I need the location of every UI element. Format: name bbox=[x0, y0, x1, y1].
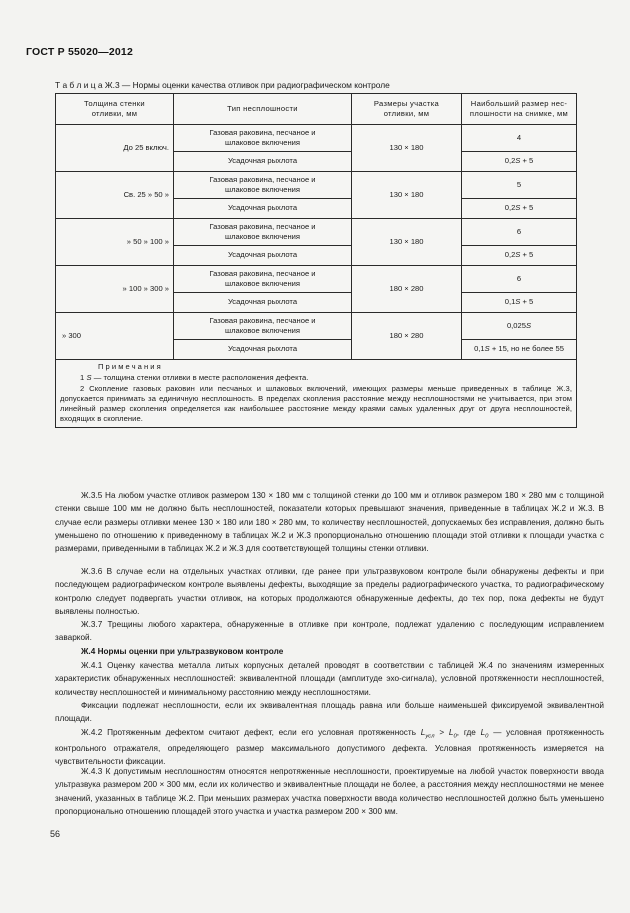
note1-text: — толщина стенки отливки в месте расположения дефекта. bbox=[91, 373, 309, 383]
symbol-l-zero-base: L bbox=[448, 728, 454, 737]
notes-title: Примечания bbox=[98, 362, 163, 371]
cell-defect-type: Усадочная рыхлота bbox=[174, 293, 352, 313]
cell-thickness: » 50 » 100 » bbox=[56, 219, 174, 266]
cell-area-size: 130 × 180 bbox=[352, 125, 462, 172]
table-caption bbox=[55, 80, 390, 90]
defect-type-line1: Газовая раковина, песчаное и bbox=[209, 315, 316, 325]
defect-type-line1: Газовая раковина, песчаное и bbox=[209, 174, 316, 184]
col-header-area-size-line2: отливки, мм bbox=[383, 109, 430, 118]
symbol-s: S bbox=[515, 297, 521, 307]
cell-max-gas: 5 bbox=[462, 172, 577, 199]
cell-defect-type bbox=[174, 219, 352, 246]
col-header-area-size-line1: Размеры участка bbox=[373, 98, 440, 108]
symbol-l-usl bbox=[420, 728, 435, 740]
max-shrink-suffix: + 5 bbox=[520, 297, 534, 307]
table-row bbox=[56, 172, 577, 199]
cell-area-size: 130 × 180 bbox=[352, 219, 462, 266]
paragraph-zh-3-7-text: Ж.3.7 Трещины любого характера, обнаруженные в отливке при контроле, подлежат удалению с последующим исправлением заваркой. bbox=[55, 620, 604, 643]
max-shrink-suffix: + 5 bbox=[520, 203, 534, 213]
symbol-l-usl-sub: усл bbox=[425, 733, 435, 740]
symbol-s: S bbox=[515, 156, 521, 166]
max-gas-prefix: 0,025 bbox=[506, 320, 526, 330]
col-header-defect-type bbox=[174, 94, 352, 125]
zh42-gt: > bbox=[434, 728, 449, 737]
symbol-s: S bbox=[515, 203, 521, 213]
col-header-thickness bbox=[56, 94, 174, 125]
paragraph-zh-3-5-text: Ж.3.5 На любом участке отливок размером 130 × 180 мм с толщиной стенки до 100 мм и отливок размером 180 × 280 мм с толщиной стенки свыше 100 мм не должно быть несплошностей, показатели которых превышают значения, приведенные в таблицах Ж.2 и Ж.3. В случае если размеры отливки менее 130 × 180 или 180 × 280 мм, то количеству несплошностей, допускаемых без исправления, должно быть уменьшено по отношению к приведенному в таблицах Ж.2 и Ж.3 пропорционально отношению площади этой отливки к площади участка с размерами, приведенными в таблицах Ж.2 и Ж.3 для соответствующей толщины стенки отливки. bbox=[55, 491, 604, 554]
col-header-area-size bbox=[352, 94, 462, 125]
table-header-row bbox=[56, 94, 577, 125]
table-row bbox=[56, 219, 577, 246]
paragraph-zh-4-2 bbox=[55, 726, 604, 769]
col-header-thickness-line1: Толщина стенки bbox=[84, 98, 145, 108]
table-notes-row bbox=[56, 360, 577, 428]
table-row bbox=[56, 125, 577, 152]
col-header-defect-type-line1: Тип несплошности bbox=[227, 103, 298, 113]
paragraph-zh-4-1-text: Ж.4.1 Оценку качества металла литых корпусных деталей проводят в соответствии с таблицей Ж.4 по значениям измеренных характеристик обнаруженных несплошностей: эквивалентной площади (амплитуде эхо-сигнала), условной протяженности несплошностей, количеству несплошностей и минимальному расстоянию между несплошностями. bbox=[55, 661, 604, 697]
defect-type-line2: шлаковое включения bbox=[224, 326, 300, 335]
table-caption-label: Т а б л и ц а Ж.3 bbox=[55, 80, 120, 90]
defect-type-line1: Газовая раковина, песчаное и bbox=[209, 127, 316, 137]
symbol-s: S bbox=[525, 320, 532, 330]
col-header-max-size bbox=[462, 94, 577, 125]
cell-max-shrink bbox=[462, 340, 577, 360]
defect-type-line1: Газовая раковина, песчаное и bbox=[209, 221, 316, 231]
defect-type-line2: шлаковое включения bbox=[224, 232, 300, 241]
cell-defect-type: Усадочная рыхлота bbox=[174, 199, 352, 219]
col-header-thickness-line2: отливки, мм bbox=[91, 109, 138, 118]
paragraph-zh-4-1 bbox=[55, 659, 604, 699]
zh42-part3: — условная протяженность контрольного отражателя, определяющего размер максимального допустимого дефекта. Условная протяженность измеряется на чувствительности фиксации. bbox=[55, 728, 604, 767]
max-shrink-prefix: 0,2 bbox=[504, 250, 516, 260]
heading-zh-4 bbox=[55, 645, 604, 658]
note1-prefix: 1 bbox=[80, 373, 87, 383]
heading-zh-4-text: Ж.4 Нормы оценки при ультразвуковом контроле bbox=[81, 647, 284, 656]
symbol-l-zero bbox=[448, 728, 457, 740]
cell-max-shrink bbox=[462, 199, 577, 219]
zh42-part2: , где bbox=[456, 728, 481, 737]
cell-max-gas: 6 bbox=[462, 266, 577, 293]
symbol-s: S bbox=[484, 344, 490, 354]
cell-area-size: 180 × 280 bbox=[352, 266, 462, 313]
norms-table bbox=[55, 93, 577, 428]
max-shrink-suffix: + 5 bbox=[520, 250, 534, 260]
cell-max-gas: 4 bbox=[462, 125, 577, 152]
cell-max-gas: 6 bbox=[462, 219, 577, 246]
paragraph-zh-4-3 bbox=[55, 765, 604, 818]
table-notes bbox=[56, 360, 577, 428]
max-shrink-prefix: 0,1 bbox=[474, 344, 485, 354]
cell-defect-type: Усадочная рыхлота bbox=[174, 340, 352, 360]
max-shrink-suffix: + 15, но не более 55 bbox=[489, 344, 564, 354]
max-shrink-prefix: 0,2 bbox=[504, 203, 516, 213]
cell-thickness: » 100 » 300 » bbox=[56, 266, 174, 313]
paragraph-zh-3-6-text: Ж.3.6 В случае если на отдельных участках отливки, где ранее при ультразвуковом контроле были обнаружены дефекты и при последующем радиографическом контроле выявлены дефекты, выходящие за пределы радиографического участка, то радиографическому контролю следует подвергать участки отливок, на которых продолжаются обнаруженные дефекты, до тех пор, пока дефекты не будут выявлены полностью. bbox=[55, 567, 604, 616]
note-item-2: 2 Скопление газовых раковин или песчаных и шлаковых включений, имеющих размеры меньше приведенных в таблице Ж.3, допускается принимать за единичную несплошность. В пределах скопления расстояние между несплошностями не учитывается, при этом линейный размер скопления определяется как наибольшее расстояние между краями самых удаленных друг от друга несплошностей, входящих в скопление. bbox=[60, 383, 572, 424]
symbol-l-zero-2-sub: 0 bbox=[485, 733, 489, 740]
cell-area-size: 180 × 280 bbox=[352, 313, 462, 360]
table-row bbox=[56, 313, 577, 340]
cell-defect-type: Усадочная рыхлота bbox=[174, 246, 352, 266]
defect-type-line2: шлаковое включения bbox=[224, 138, 300, 147]
paragraph-fixation-text: Фиксации подлежат несплошности, если их эквивалентная площадь равна или больше наименьшей фиксируемой эквивалентной площади. bbox=[55, 701, 604, 724]
cell-max-shrink bbox=[462, 152, 577, 172]
note-item-1 bbox=[60, 373, 572, 383]
col-header-max-size-line1: Наибольший размер нес- bbox=[470, 98, 568, 108]
max-shrink-prefix: 0,2 bbox=[504, 156, 516, 166]
standard-header: ГОСТ Р 55020—2012 bbox=[26, 46, 134, 58]
paragraph-zh-3-6 bbox=[55, 565, 604, 618]
page-number: 56 bbox=[50, 829, 61, 839]
defect-type-line1: Газовая раковина, песчаное и bbox=[209, 268, 316, 278]
paragraph-zh-4-3-text: Ж.4.3 К допустимым несплошностям относятся непротяженные несплошности, проектируемые на любой участок поверхности ввода ультразвука размером 200 × 300 мм, если их количество и эквивалентные площади не более, а расстояния между несплошностями не менее значений, указанных в таблице Ж.2. При меньших размерах участка поверхности ввода количество несплошностей должно быть уменьшено пропорционально отношению площадей этого участка и участка размером 200 × 300 мм. bbox=[55, 767, 604, 816]
cell-max-shrink bbox=[462, 293, 577, 313]
page-content bbox=[24, 0, 606, 913]
cell-thickness: » 300 bbox=[56, 313, 174, 360]
symbol-l-usl-base: L bbox=[420, 728, 426, 737]
table-row bbox=[56, 266, 577, 293]
paragraph-fixation bbox=[55, 699, 604, 726]
cell-defect-type: Усадочная рыхлота bbox=[174, 152, 352, 172]
max-shrink-prefix: 0,1 bbox=[504, 297, 516, 307]
cell-max-gas bbox=[462, 313, 577, 340]
cell-defect-type bbox=[174, 172, 352, 199]
symbol-s: S bbox=[515, 250, 521, 260]
defect-type-line2: шлаковое включения bbox=[224, 185, 300, 194]
symbol-l-zero-2-base: L bbox=[480, 728, 486, 737]
paragraph-zh-3-5 bbox=[55, 489, 604, 555]
cell-thickness: Св. 25 » 50 » bbox=[56, 172, 174, 219]
col-header-max-size-line2: плошности на снимке, мм bbox=[469, 109, 569, 118]
table-caption-text: — Нормы оценки качества отливок при радиографическом контроле bbox=[119, 80, 390, 90]
cell-area-size: 130 × 180 bbox=[352, 172, 462, 219]
paragraph-zh-4-2-text bbox=[55, 726, 604, 769]
cell-thickness: До 25 включ. bbox=[56, 125, 174, 172]
zh42-part1: Ж.4.2 Протяженным дефектом считают дефект, если его условная протяженность bbox=[81, 728, 421, 737]
cell-max-shrink bbox=[462, 246, 577, 266]
cell-defect-type bbox=[174, 266, 352, 293]
defect-type-line2: шлаковое включения bbox=[224, 279, 300, 288]
symbol-l-zero-sub: 0 bbox=[453, 733, 457, 740]
max-shrink-suffix: + 5 bbox=[520, 156, 534, 166]
cell-defect-type bbox=[174, 313, 352, 340]
paragraph-zh-3-7 bbox=[55, 618, 604, 645]
cell-defect-type bbox=[174, 125, 352, 152]
note1-symbol-s: S bbox=[86, 373, 92, 383]
